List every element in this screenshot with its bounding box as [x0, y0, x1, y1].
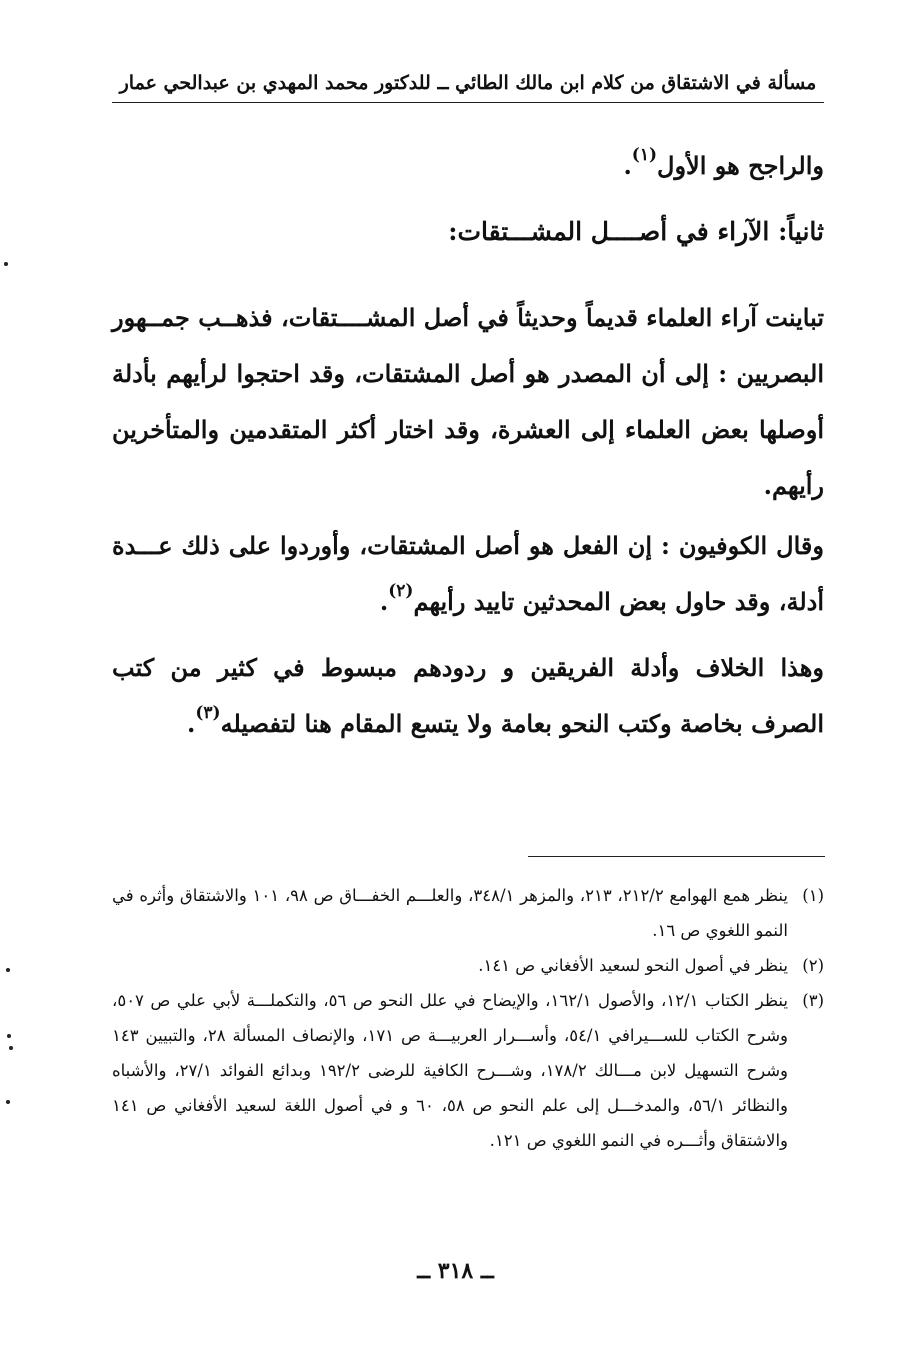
paragraph-dispute-text: وهذا الخلاف وأدلة الفريقين و ردودهم مبسوط في كثير من كتب الصرف بخاصة وكتب النحو بعامة ولا يتسع المقام هنا لتفصيله: [112, 653, 824, 738]
footnote-1: [112, 878, 824, 948]
footnote-ref-2[interactable]: (٢): [388, 581, 414, 601]
scan-speck: [9, 1046, 13, 1050]
paragraph-kufans-text: وقال الكوفيون : إن الفعل هو أصل المشتقات، وأوردوا على ذلك عـــدة أدلة، وقد حاول بعض المحدثين تاييد رأيهم: [112, 531, 824, 616]
paragraph-kufans-end: .: [379, 587, 389, 616]
footnote-2: [112, 948, 824, 983]
scan-speck: [6, 968, 10, 972]
running-header: مسألة في الاشتقاق من كلام ابن مالك الطائي ــ للدكتور محمد المهدي بن عبدالحي عمار: [112, 72, 824, 103]
footnote-text: ينظر همع الهوامع ٢١٢/٢، ٢١٣، والمزهر ٣٤٨/١، والعلـــم الخفـــاق ص ٩٨، ١٠١ والاشتقاق وأثره في النمو اللغوي ص ١٦.: [112, 886, 788, 940]
footnote-ref-1[interactable]: (١): [631, 145, 658, 165]
footnote-3: [112, 983, 824, 1158]
footnote-divider: [528, 856, 825, 857]
scan-speck: [7, 1034, 11, 1038]
footnote-number: (٣): [802, 991, 824, 1010]
footnote-number: (١): [802, 886, 824, 905]
main-text: [112, 138, 824, 752]
paragraph-conclusion: [112, 138, 824, 194]
paragraph-kufans: [112, 518, 824, 630]
paragraph-conclusion-end: .: [623, 151, 632, 180]
footnote-text: ينظر الكتاب ١٢/١، والأصول ١٦٢/١، والإيضاح في علل النحو ص ٥٦، والتكملـــة لأبي علي ص ٥٠٧، وشرح الكتاب للســـيرافي ٥٤/١، وأســـرار العربيـــة ص ١٧١، والإنصاف المسألة ٢٨، والتبيين ١٤٣ وشرح التسهيل لابن مـــالك ١٧٨/٢، وشـــرح الكافية للرضى ١٩٢/٢ وبدائع الفوائد ٢٧/١، والأشباه والنظائر ٥٦/١، والمدخـــل إلى علم النحو ص ٥٨، ٦٠ و في أصول اللغة لسعيد الأفغاني ص ١٤١ والاشتقاق وأثـــره في النمو اللغوي ص ١٢١.: [112, 991, 789, 1150]
paragraph-conclusion-text: والراجح هو الأول: [657, 151, 824, 180]
paragraph-dispute-end: .: [187, 709, 196, 738]
paragraph-basrans: تباينت آراء العلماء قديماً وحديثاً في أصل المشــــتقات، فذهــب جمــهور البصريين : إلى أن المصدر هو أصل المشتقات، وقد احتجوا لرأيهم بأدلة أوصلها بعض العلماء إلى العشرة، وقد اختار أكثر المتقدمين والمتأخرين رأيهم.: [112, 303, 824, 500]
scan-speck: [4, 262, 8, 266]
footnote-ref-3[interactable]: (٣): [195, 703, 221, 723]
section-heading: ثانياً: الآراء في أصــــل المشـــتقات:: [448, 217, 824, 246]
footnotes: [112, 878, 824, 1158]
page-number: ــ ٣١٨ ــ: [417, 1258, 494, 1284]
paragraph-dispute: [112, 640, 824, 752]
footnote-number: (٢): [802, 956, 824, 975]
scan-speck: [6, 1100, 10, 1104]
footnote-text: ينظر في أصول النحو لسعيد الأفغاني ص ١٤١.: [478, 956, 788, 975]
